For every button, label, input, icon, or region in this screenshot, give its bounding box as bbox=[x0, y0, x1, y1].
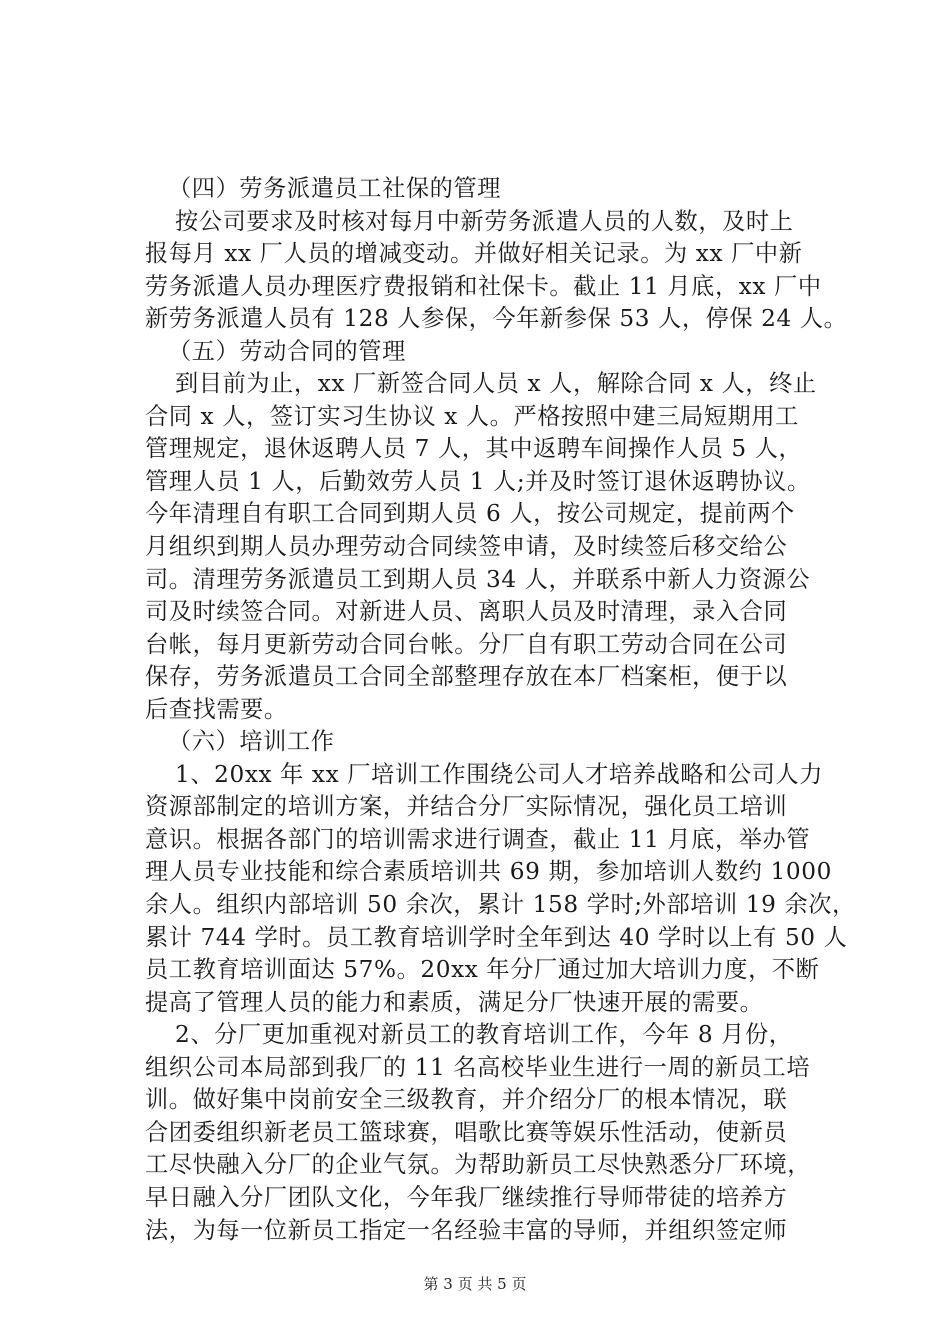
paragraph-line: 管理规定，退休返聘人员 7 人，其中返聘车间操作人员 5 人， bbox=[145, 435, 803, 463]
page-number-footer: 第 3 页 共 5 页 bbox=[423, 1275, 527, 1293]
paragraph-line: 早日融入分厂团队文化，今年我厂继续推行导师带徒的培养方 bbox=[145, 1183, 788, 1211]
paragraph-line: 训。做好集中岗前安全三级教育，并介绍分厂的根本情况，联 bbox=[145, 1086, 788, 1114]
paragraph-line: 合同 x 人，签订实习生协议 x 人。严格按照中建三局短期用工 bbox=[145, 402, 799, 430]
paragraph-line: 法，为每一位新员工指定一名经验丰富的导师，并组织签定师 bbox=[145, 1216, 788, 1244]
section-heading: （四）劳务派遣员工社保的管理 bbox=[168, 175, 502, 202]
paragraph-line: 保存，劳务派遣员工合同全部整理存放在本厂档案柜，便于以 bbox=[145, 663, 788, 691]
document-body bbox=[145, 173, 856, 1247]
paragraph-line: 组织公司本局部到我厂的 11 名高校毕业生进行一周的新员工培 bbox=[145, 1053, 811, 1081]
paragraph-line: 按公司要求及时核对每月中新劳务派遣人员的人数，及时上 bbox=[175, 207, 794, 235]
paragraph-line: 意识。根据各部门的培训需求进行调查，截止 11 月底，举办管 bbox=[145, 825, 811, 853]
paragraph-line: 理人员专业技能和综合素质培训共 69 期，参加培训人数约 1000 bbox=[145, 858, 832, 886]
paragraph-line: 累计 744 学时。员工教育培训学时全年到达 40 学时以上有 50 人 bbox=[145, 923, 848, 951]
paragraph-line: 今年清理自有职工合同到期人员 6 人，按公司规定，提前两个 bbox=[145, 500, 795, 528]
paragraph-line: 员工教育培训面达 57%。20xx 年分厂通过加大培训力度，不断 bbox=[145, 956, 820, 984]
paragraph-line: 后查找需要。 bbox=[145, 695, 288, 723]
section-heading: （五）劳动合同的管理 bbox=[168, 337, 406, 365]
paragraph-line: 司及时续签合同。对新进人员、离职人员及时清理，录入合同 bbox=[145, 598, 788, 626]
paragraph-line: 余人。组织内部培训 50 余次，累计 158 学时;外部培训 19 余次， bbox=[145, 891, 856, 919]
paragraph-line: 合团委组织新老员工篮球赛，唱歌比赛等娱乐性活动，使新员 bbox=[145, 1118, 788, 1146]
paragraph-line: 到目前为止，xx 厂新签合同人员 x 人，解除合同 x 人，终止 bbox=[175, 370, 817, 398]
section-heading: （六）培训工作 bbox=[168, 728, 335, 756]
paragraph-line: 资源部制定的培训方案，并结合分厂实际情况，强化员工培训 bbox=[145, 793, 788, 821]
paragraph-line: 2、分厂更加重视对新员工的教育培训工作，今年 8 月份， bbox=[175, 1021, 793, 1049]
paragraph-line: 报每月 xx 厂人员的增减变动。并做好相关记录。为 xx 厂中新 bbox=[145, 240, 803, 268]
paragraph-line: 新劳务派遣人员有 128 人参保，今年新参保 53 人，停保 24 人。 bbox=[145, 305, 848, 333]
paragraph-line: 司。清理劳务派遣员工到期人员 34 人，并联系中新人力资源公 bbox=[145, 565, 811, 593]
paragraph-line: 1、20xx 年 xx 厂培训工作围绕公司人才培养战略和公司人力 bbox=[175, 760, 823, 788]
paragraph-line: 管理人员 1 人，后勤效劳人员 1 人;并及时签订退休返聘协议。 bbox=[145, 467, 811, 495]
paragraph-line: 台帐，每月更新劳动合同台帐。分厂自有职工劳动合同在公司 bbox=[145, 630, 788, 658]
paragraph-line: 提高了管理人员的能力和素质，满足分厂快速开展的需要。 bbox=[145, 988, 764, 1016]
paragraph-line: 月组织到期人员办理劳动合同续签申请，及时续签后移交给公 bbox=[145, 533, 788, 561]
paragraph-line: 劳务派遣人员办理医疗费报销和社保卡。截止 11 月底，xx 厂中 bbox=[145, 272, 822, 300]
paragraph-line: 工尽快融入分厂的企业气氛。为帮助新员工尽快熟悉分厂环境， bbox=[145, 1151, 812, 1179]
